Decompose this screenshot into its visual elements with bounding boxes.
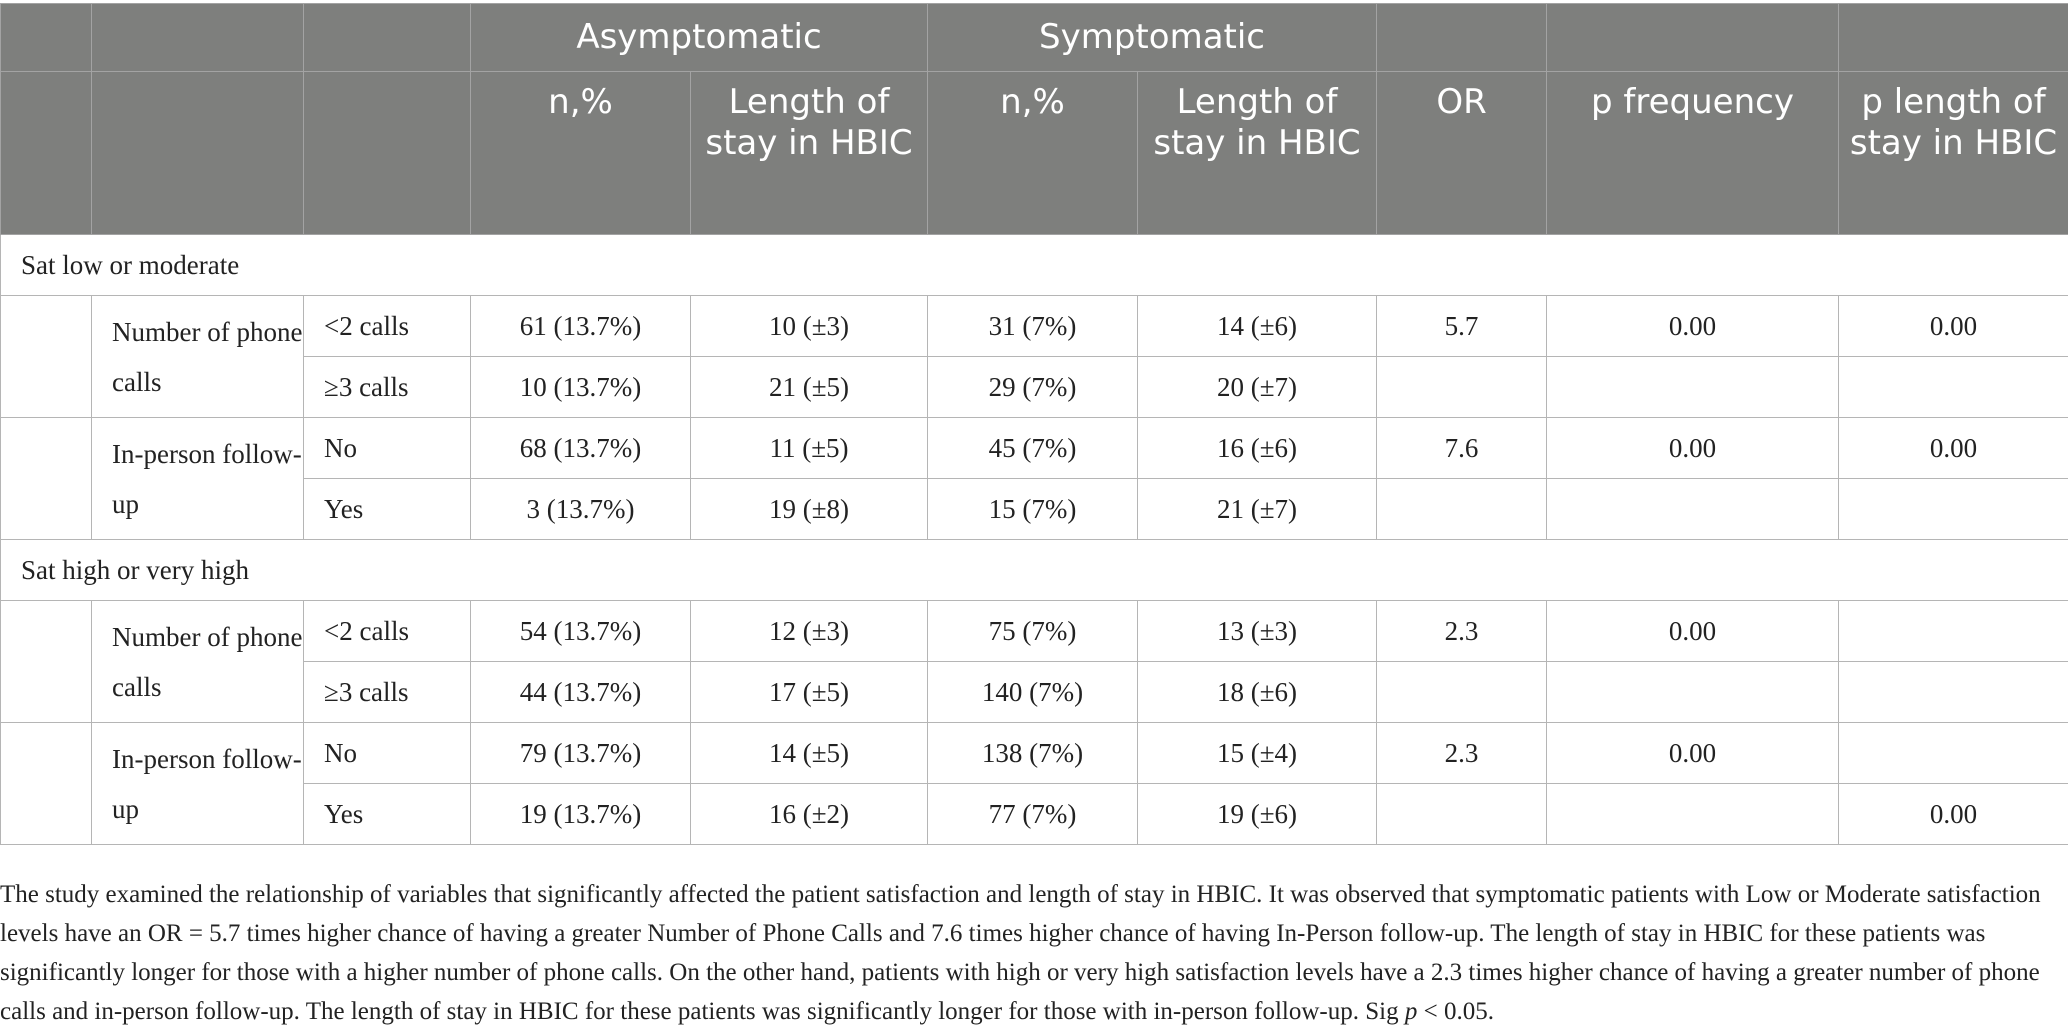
p-frequency-cell: 0.00 [1547, 601, 1839, 662]
sym-los-cell: 18 (±6) [1138, 662, 1377, 723]
sym-n-cell: 75 (7%) [928, 601, 1138, 662]
asym-los-cell: 14 (±5) [691, 723, 928, 784]
p-length-cell: 0.00 [1839, 296, 2068, 357]
sym-los-cell: 14 (±6) [1138, 296, 1377, 357]
asym-los-cell: 16 (±2) [691, 784, 928, 845]
table-row [1, 723, 2068, 784]
header-asym-n: n,% [471, 72, 691, 235]
sym-los-cell: 15 (±4) [1138, 723, 1377, 784]
header-p-length: p length of stay in HBIC [1839, 72, 2068, 235]
section-label: Sat low or moderate [1, 235, 2068, 296]
header-blank [304, 72, 471, 235]
results-table [0, 3, 2068, 845]
footnote-threshold: < 0.05. [1417, 998, 1494, 1025]
asym-n-cell: 10 (13.7%) [471, 357, 691, 418]
sym-n-cell: 140 (7%) [928, 662, 1138, 723]
header-blank [1547, 4, 1839, 72]
header-blank [1, 72, 92, 235]
header-asymptomatic: Asymptomatic [471, 4, 928, 72]
p-length-cell: 0.00 [1839, 784, 2068, 845]
or-cell [1377, 357, 1547, 418]
asym-n-cell: 61 (13.7%) [471, 296, 691, 357]
level-cell: ≥3 calls [304, 662, 471, 723]
footnote-p-symbol: p [1405, 998, 1418, 1025]
blank-cell [1, 418, 92, 540]
group-label: Number of phone calls [92, 601, 304, 723]
or-cell [1377, 784, 1547, 845]
table-row [1, 784, 2068, 845]
asym-los-cell: 19 (±8) [691, 479, 928, 540]
blank-cell [1, 296, 92, 418]
sym-los-cell: 16 (±6) [1138, 418, 1377, 479]
or-cell: 5.7 [1377, 296, 1547, 357]
or-cell: 7.6 [1377, 418, 1547, 479]
header-blank [304, 4, 471, 72]
table-row [1, 601, 2068, 662]
header-symptomatic: Symptomatic [928, 4, 1377, 72]
sym-n-cell: 77 (7%) [928, 784, 1138, 845]
section-label: Sat high or very high [1, 540, 2068, 601]
or-cell [1377, 479, 1547, 540]
group-label: In-person follow-up [92, 723, 304, 845]
blank-cell [1, 723, 92, 845]
section-row [1, 235, 2068, 296]
p-length-cell [1839, 479, 2068, 540]
asym-los-cell: 17 (±5) [691, 662, 928, 723]
sym-n-cell: 138 (7%) [928, 723, 1138, 784]
p-length-cell [1839, 357, 2068, 418]
header-or: OR [1377, 72, 1547, 235]
table-row [1, 418, 2068, 479]
p-length-cell [1839, 723, 2068, 784]
header-sym-length-of-stay: Length of stay in HBIC [1138, 72, 1377, 235]
or-cell: 2.3 [1377, 601, 1547, 662]
blank-cell [1, 601, 92, 723]
sym-los-cell: 19 (±6) [1138, 784, 1377, 845]
header-blank [1839, 4, 2068, 72]
sym-n-cell: 45 (7%) [928, 418, 1138, 479]
sym-los-cell: 13 (±3) [1138, 601, 1377, 662]
asym-n-cell: 3 (13.7%) [471, 479, 691, 540]
asym-n-cell: 19 (13.7%) [471, 784, 691, 845]
header-blank [92, 4, 304, 72]
sym-n-cell: 15 (7%) [928, 479, 1138, 540]
level-cell: Yes [304, 479, 471, 540]
table-row [1, 296, 2068, 357]
header-sym-n: n,% [928, 72, 1138, 235]
sym-n-cell: 29 (7%) [928, 357, 1138, 418]
p-length-cell [1839, 662, 2068, 723]
p-length-cell [1839, 601, 2068, 662]
p-frequency-cell [1547, 357, 1839, 418]
asym-los-cell: 21 (±5) [691, 357, 928, 418]
asym-n-cell: 68 (13.7%) [471, 418, 691, 479]
level-cell: No [304, 418, 471, 479]
asym-los-cell: 12 (±3) [691, 601, 928, 662]
sym-los-cell: 20 (±7) [1138, 357, 1377, 418]
asym-n-cell: 54 (13.7%) [471, 601, 691, 662]
level-cell: Yes [304, 784, 471, 845]
asym-n-cell: 44 (13.7%) [471, 662, 691, 723]
table-footnote [0, 875, 2060, 1031]
footnote-text: The study examined the relationship of variables that significantly affected the patient satisfaction and length of stay in HBIC. It was observed that symptomatic patients with Low or Moderate satisfaction levels have an OR = 5.7 times higher chance of having a greater Number of Phone Calls and 7.6 times higher chance of having In-Person follow-up. The length of stay in HBIC for these patients was significantly longer for those with a higher number of phone calls. On the other hand, patients with high or very high satisfaction levels have a 2.3 times higher chance of having a greater number of phone calls and in-person follow-up. The length of stay in HBIC for these patients was significantly longer for those with in-person follow-up. Sig [0, 881, 2041, 1025]
p-frequency-cell [1547, 784, 1839, 845]
level-cell: <2 calls [304, 601, 471, 662]
group-label: Number of phone calls [92, 296, 304, 418]
asym-los-cell: 11 (±5) [691, 418, 928, 479]
p-frequency-cell: 0.00 [1547, 723, 1839, 784]
level-cell: <2 calls [304, 296, 471, 357]
or-cell [1377, 662, 1547, 723]
header-p-frequency: p frequency [1547, 72, 1839, 235]
header-blank [92, 72, 304, 235]
level-cell: ≥3 calls [304, 357, 471, 418]
level-cell: No [304, 723, 471, 784]
group-label: In-person follow-up [92, 418, 304, 540]
or-cell: 2.3 [1377, 723, 1547, 784]
table-row [1, 479, 2068, 540]
table-row [1, 357, 2068, 418]
header-blank [1, 4, 92, 72]
p-length-cell: 0.00 [1839, 418, 2068, 479]
p-frequency-cell: 0.00 [1547, 296, 1839, 357]
asym-n-cell: 79 (13.7%) [471, 723, 691, 784]
asym-los-cell: 10 (±3) [691, 296, 928, 357]
table-row [1, 662, 2068, 723]
p-frequency-cell [1547, 479, 1839, 540]
header-blank [1377, 4, 1547, 72]
p-frequency-cell [1547, 662, 1839, 723]
p-frequency-cell: 0.00 [1547, 418, 1839, 479]
section-row [1, 540, 2068, 601]
sym-los-cell: 21 (±7) [1138, 479, 1377, 540]
header-asym-length-of-stay: Length of stay in HBIC [691, 72, 928, 235]
sym-n-cell: 31 (7%) [928, 296, 1138, 357]
